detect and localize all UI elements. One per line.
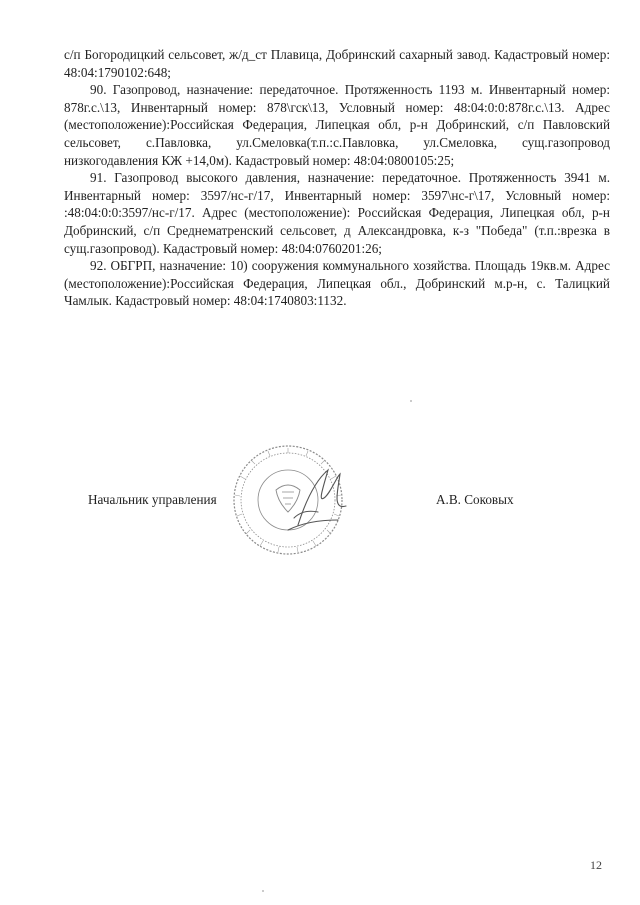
- scan-speck: [262, 890, 264, 892]
- document-body: [64, 46, 610, 310]
- paragraph-continuation: с/п Богородицкий сельсовет, ж/д_ст Плавица, Добринский сахарный завод. Кадастровый номер: 48:04:1790102:648;: [64, 47, 610, 80]
- paragraph-item-90: 90. Газопровод, назначение: передаточное. Протяженность 1193 м. Инвентарный номер: 878г.с.\13, Инвентарный номер: 878\гск\13, Условный номер: 48:04:0:0:878г.с.\13. Адрес (местоположение):Российская Федерация, Липецкая обл, р-н Добринский, с/п Павловский сельсовет, с.Павловка, ул.Смеловка(т.п.:с.Павловка, ул.Смеловка, сущ.газопровод низкогодавления КЖ +14,0м). Кадастровый номер: 48:04:0800105:25;: [64, 82, 610, 168]
- signature-block: [88, 492, 548, 512]
- paragraph-item-91: 91. Газопровод высокого давления, назначение: передаточное. Протяженность 3941 м. Инвентарный номер: 3597/нс-г/17, Инвентарный номер: 3597\нс-г\17, Условный номер: :48:04:0:0:3597/нс-г/17. Адрес (местоположение): Российская Федерация, Липецкая обл, р-н Добринский, с/п Среднематренский сельсовет, д Александровка, к-з "Победа" (т.п.:врезка в сущ.газопровод). Кадастровый номер: 48:04:0760201:26;: [64, 170, 610, 256]
- scan-speck: [410, 400, 412, 402]
- signatory-name: А.В. Соковых: [436, 492, 514, 507]
- page-number: 12: [590, 858, 602, 872]
- signatory-title: Начальник управления: [88, 492, 217, 507]
- paragraph-item-92: 92. ОБГРП, назначение: 10) сооружения коммунального хозяйства. Площадь 19кв.м. Адрес (местоположение):Российская Федерация, Липецкая обл., Добринский м.р-н, с. Талицкий Чамлык. Кадастровый номер: 48:04:1740803:1132.: [64, 258, 610, 309]
